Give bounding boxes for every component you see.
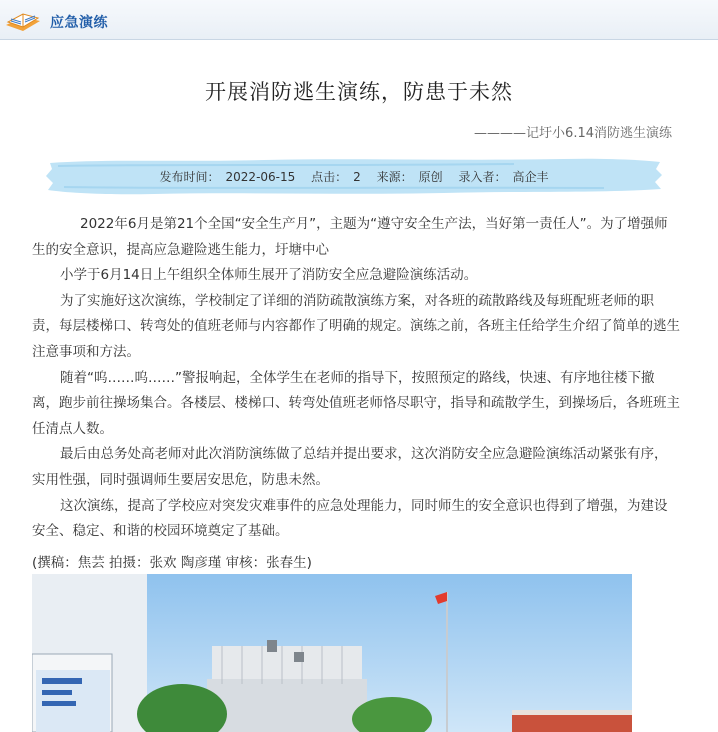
meta-banner: [44, 157, 664, 195]
section-title[interactable]: 应急演练: [50, 15, 108, 31]
paragraph: 最后由总务处高老师对此次消防演练做了总结并提出要求，这次消防安全应急避险演练活动紧张有序，实用性强，同时强调师生要居安思危，防患未然。: [32, 446, 668, 488]
article-subtitle: ————记圩小6.14消防逃生演练: [474, 126, 672, 141]
article-meta: [44, 168, 664, 185]
article-credits: (撰稿：焦芸 拍摄：张欢 陶彦瑾 审核：张春生): [32, 555, 312, 571]
paragraph: 随着“呜……呜……”警报响起，全体学生在老师的指导下，按照预定的路线，快速、有序地往楼下撤离，跑步前往操场集合。各楼层、楼梯口、转弯处值班老师恪尽职守，指导和疏散学生，到操场后，各班班主任清点人数。: [32, 369, 680, 437]
header-bar: [0, 0, 718, 40]
open-book-icon: [4, 8, 42, 34]
clicks-label: 点击：: [311, 170, 348, 184]
publish-date: 2022-06-15: [225, 170, 296, 184]
source-value: 原创: [418, 170, 443, 184]
source-label: 来源：: [376, 170, 413, 184]
school-building-photo: [32, 574, 632, 732]
paragraph: 这次演练，提高了学校应对突发灾难事件的应急处理能力，同时师生的安全意识也得到了增强，为建设安全、稳定、和谐的校园环境奠定了基础。: [32, 497, 668, 540]
article-body: [32, 212, 680, 545]
paragraph: 2022年6月是第21个全国“安全生产月”，主题为“遵守安全生产法，当好第一责任人”。为了增强师生的安全意识，提高应急避险逃生能力，圩塘中心: [32, 216, 668, 258]
article-photo: [32, 574, 632, 732]
article-title: 开展消防逃生演练，防患于未然: [205, 80, 513, 104]
editor-name: 高企丰: [512, 170, 549, 184]
paragraph: 为了实施好这次演练，学校制定了详细的消防疏散演练方案，对各班的疏散路线及每班配班老师的职责，每层楼梯口、转弯处的值班老师与内容都作了明确的规定。演练之前，各班主任给学生介绍了简单的逃生注意事项和方法。: [32, 292, 680, 360]
paragraph: 小学于6月14日上午组织全体师生展开了消防安全应急避险演练活动。: [60, 267, 478, 284]
publish-label: 发布时间：: [159, 170, 220, 184]
click-count: 2: [353, 170, 361, 184]
editor-label: 录入者：: [458, 170, 507, 184]
